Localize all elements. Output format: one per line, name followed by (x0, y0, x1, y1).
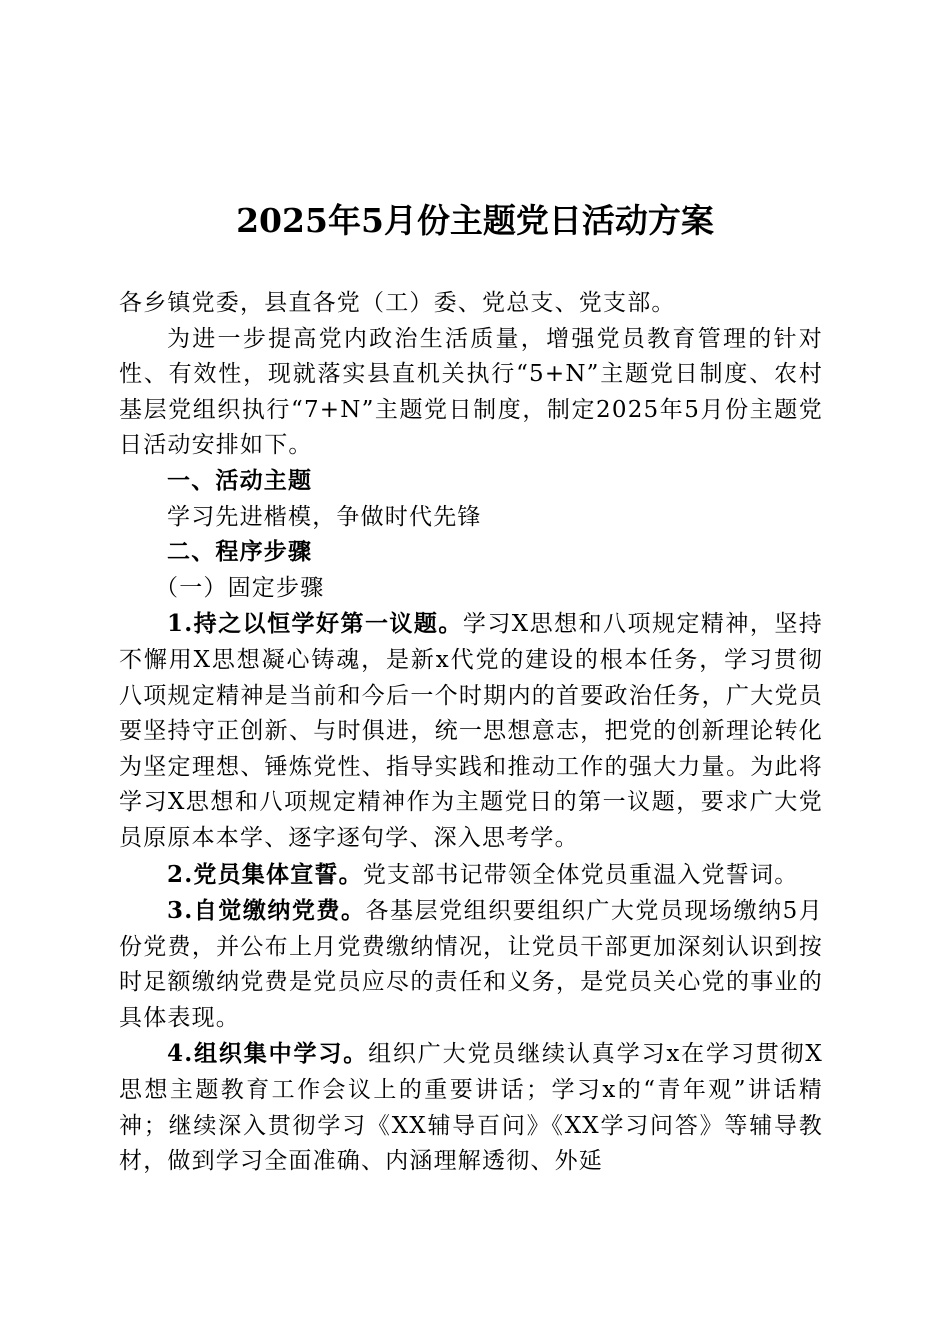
item-paragraph (119, 606, 823, 856)
document-title: 2025年5月份主题党日活动方案 (236, 201, 714, 240)
item-text: 党支部书记带领全体党员重温入党誓词。 (362, 861, 799, 888)
document-body (119, 286, 823, 1180)
item-text: 各基层党组织要组织广大党员现场缴纳5月份党费，并公布上月党费缴纳情况，让党员干部更加深刻认识到按时足额缴纳党费是党员应尽的责任和义务，是党员关心党的事业的具体表现。 (119, 898, 824, 1031)
item-lead: 3.自觉缴纳党费。 (167, 897, 366, 925)
item-paragraph (119, 1036, 823, 1179)
item-lead: 1.持之以恒学好第一议题。 (167, 610, 463, 638)
item-lead: 4.组织集中学习。 (167, 1040, 369, 1068)
addressee-line: 各乡镇党委，县直各党（工）委、党总支、党支部。 (119, 290, 676, 316)
item-text: 组织广大党员继续认真学习x在学习贯彻X思想主题教育工作会议上的重要讲话；学习x的“青年观”讲话精神；继续深入贯彻学习《XX辅导百问》《XX学习问答》等辅导教材，做到学习全面准确、内涵理解透彻、外延 (119, 1041, 823, 1175)
subsection-heading-fixed-steps (119, 571, 823, 607)
section-heading-steps: 二、程序步骤 (167, 539, 313, 566)
intro-paragraph: 为进一步提高党内政治生活质量，增强党员教育管理的针对性、有效性，现就落实县直机关执行“5+N”主题党日制度、农村基层党组织执行“7+N”主题党日制度，制定2025年5月份主题党日活动安排如下。 (119, 325, 823, 459)
item-paragraph (119, 857, 823, 894)
section-heading-theme: 一、活动主题 (167, 467, 313, 494)
item-paragraph (119, 893, 823, 1036)
subsection-heading-text: （一）固定步骤 (155, 574, 325, 601)
item-text: 学习X思想和八项规定精神，坚持不懈用X思想凝心铸魂，是新x代党的建设的根本任务，学习贯彻八项规定精神是当前和今后一个时期内的首要政治任务，广大党员要坚持守正创新、与时俱进，统一思想意志，把党的创新理论转化为坚定理想、锤炼党性、指导实践和推动工作的强大力量。为此将学习X思想和八项规定精神作为主题党日的第一议题，要求广大党员原原本本学、逐字逐句学、深入思考学。 (119, 611, 823, 851)
item-lead: 2.党员集体宣誓。 (167, 860, 363, 888)
theme-text: 学习先进楷模，争做时代先锋 (167, 503, 482, 530)
